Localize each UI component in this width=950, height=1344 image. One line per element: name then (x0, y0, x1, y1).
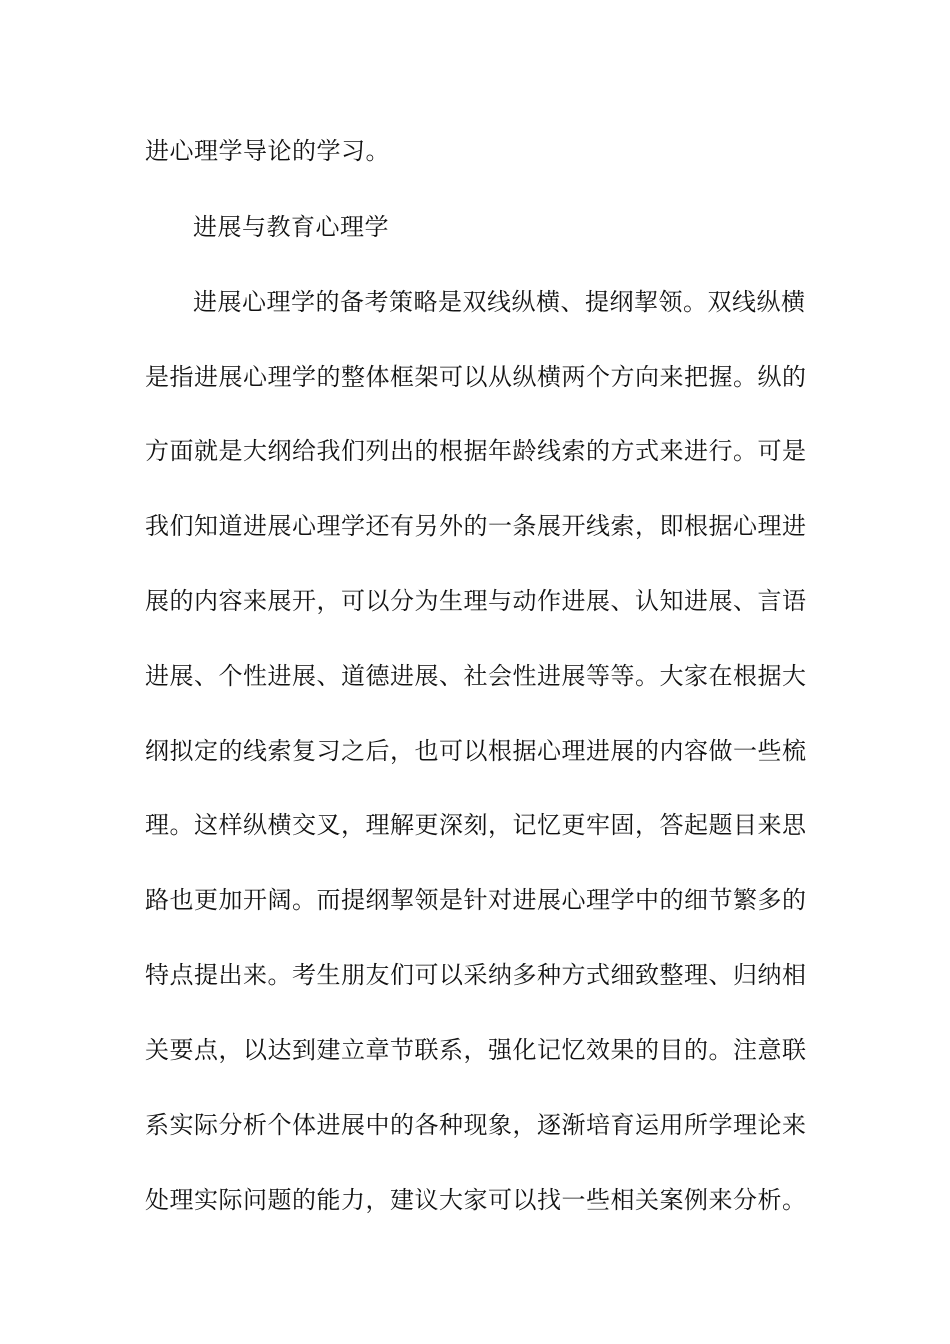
text-line: 展的内容来展开，可以分为生理与动作进展、认知进展、言语 (145, 587, 807, 615)
text-line: 进展、个性进展、道德进展、社会性进展等等。大家在根据大 (145, 662, 807, 690)
text-line: 是指进展心理学的整体框架可以从纵横两个方向来把握。纵的 (145, 363, 807, 391)
text-line: 路也更加开阔。而提纲挈领是针对进展心理学中的细节繁多的 (145, 886, 807, 914)
text-line: 理。这样纵横交叉，理解更深刻，记忆更牢固，答起题目来思 (145, 811, 807, 839)
text-line: 纲拟定的线索复习之后，也可以根据心理进展的内容做一些梳 (145, 737, 807, 765)
text-line: 进心理学导论的学习。 (145, 137, 390, 165)
text-line: 特点提出来。考生朋友们可以采纳多种方式细致整理、归纳相 (145, 961, 807, 989)
text-line: 进展心理学的备考策略是双线纵横、提纲挈领。双线纵横 (193, 288, 806, 316)
text-line: 方面就是大纲给我们列出的根据年龄线索的方式来进行。可是 (145, 437, 807, 465)
text-line: 关要点，以达到建立章节联系，强化记忆效果的目的。注意联 (145, 1036, 807, 1064)
text-line: 我们知道进展心理学还有另外的一条展开线索，即根据心理进 (145, 512, 807, 540)
text-line: 处理实际问题的能力，建议大家可以找一些相关案例来分析。 (145, 1186, 807, 1214)
section-heading: 进展与教育心理学 (193, 213, 389, 241)
text-line: 系实际分析个体进展中的各种现象，逐渐培育运用所学理论来 (145, 1111, 807, 1139)
